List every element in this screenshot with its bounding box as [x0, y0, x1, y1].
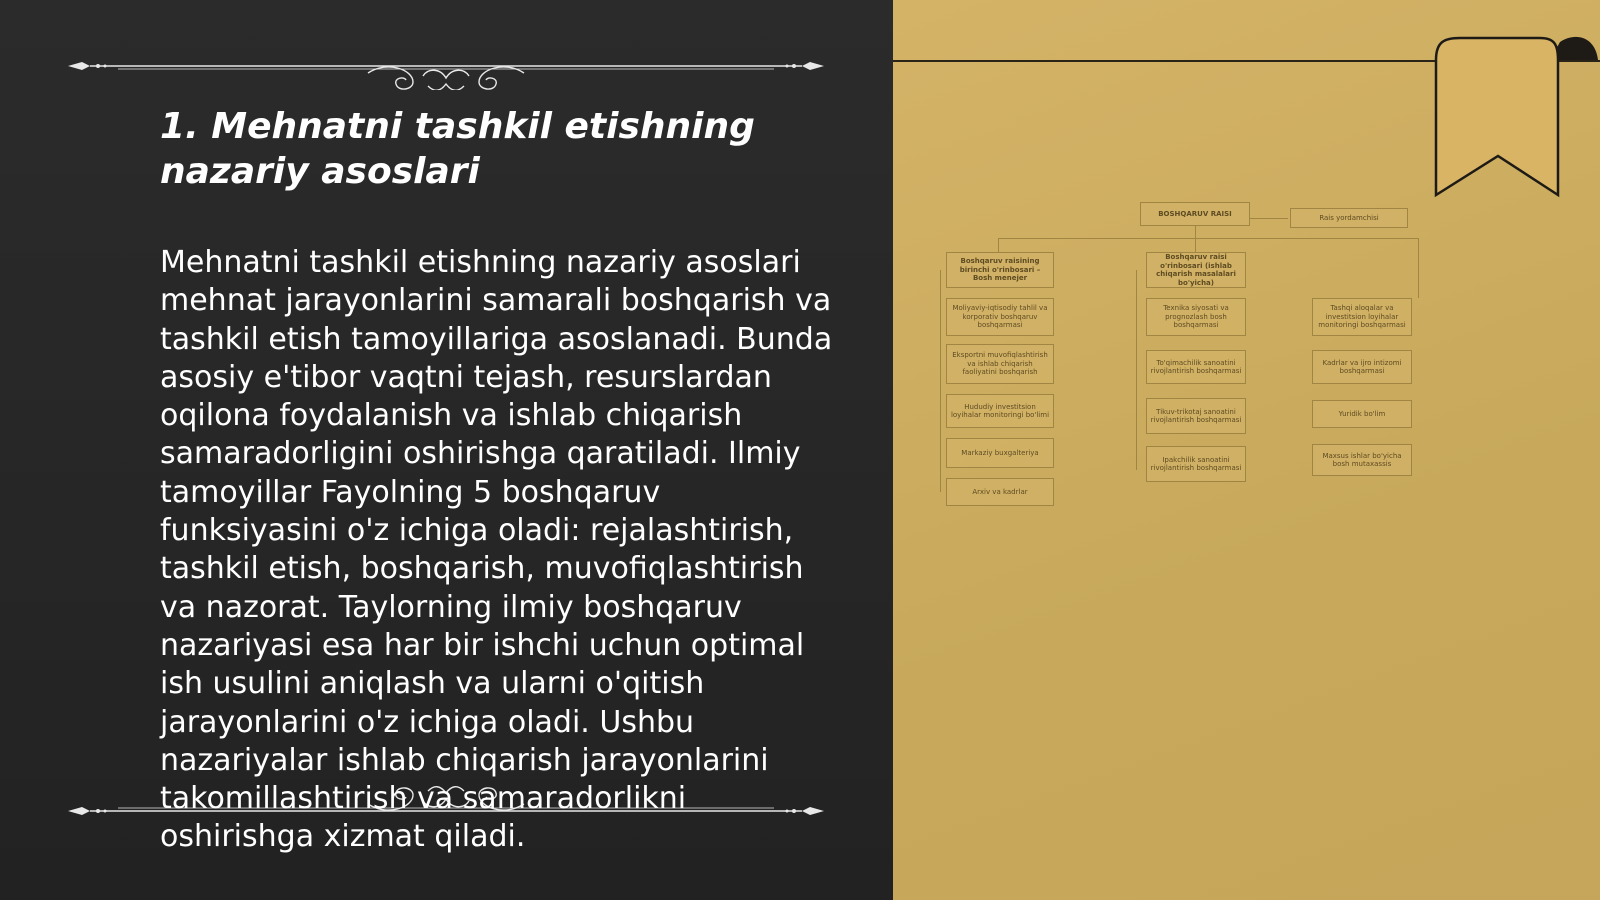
org-box-col2-1: Texnika siyosati va prognozlash bosh boshqarmasi [1146, 298, 1246, 336]
org-box-col3-3: Maxsus ishlar bo'yicha bosh mutaxassis [1312, 444, 1412, 476]
org-box-col3-2: Yuridik bo'lim [1312, 400, 1412, 428]
bookmark-ribbon-icon [1430, 30, 1600, 205]
org-box-col1-2: Eksportni muvofiqlashtirish va ishlab chiqarish faoliyatini boshqarish [946, 344, 1054, 384]
org-box-col2-4: Ipakchilik sanoatini rivojlantirish boshqarmasi [1146, 446, 1246, 482]
org-box-col1-4: Markaziy buxgalteriya [946, 438, 1054, 468]
org-box-col2-3: Tikuv-trikotaj sanoatini rivojlantirish boshqarmasi [1146, 398, 1246, 434]
org-box-col1-3: Hududiy investitsion loyihalar monitoringi bo'limi [946, 394, 1054, 428]
org-box-col1-1: Moliyaviy-iqtisodiy tahlil va korporativ boshqaruv boshqarmasi [946, 298, 1054, 336]
slide-title: 1. Mehnatni tashkil etishning nazariy asoslari [160, 106, 755, 192]
org-box-col3-0: Tashqi aloqalar va investitsion loyihalar monitoringi boshqarmasi [1312, 298, 1412, 336]
org-box-assistant: Rais yordamchisi [1290, 208, 1408, 228]
org-box-col1-0: Boshqaruv raisining birinchi o'rinbosari – Bosh menejer [946, 252, 1054, 288]
org-box-col2-0: Boshqaruv raisi o'rinbosari (ishlab chiqarish masalalari bo'yicha) [1146, 252, 1246, 288]
org-box-col1-5: Arxiv va kadrlar [946, 478, 1054, 506]
org-box-col3-1: Kadrlar va ijro intizomi boshqarmasi [1312, 350, 1412, 384]
slide-body-text: Mehnatni tashkil etishning nazariy asoslari mehnat jarayonlarini samarali boshqarish va tashkil etish tamoyillariga asoslanadi. Bunda asosiy e'tibor vaqtni tejash, resurslardan oqilona foydalanish va ishlab chiqarish samaradorligini oshirishga qaratiladi. Ilmiy tamoyillar Fayolning 5 boshqaruv funksiyasini o'z ichiga oladi: rejalashtirish, tashkil etish, boshqarish, muvofiqlashtirish va nazorat. Taylorning ilmiy boshqaruv nazariyasi esa har bir ishchi uchun optimal ish usulini aniqlash va ularni o'qitish jarayonlarini o'z ichiga oladi. Ushbu nazariyalar ishlab chiqarish jarayonlarini takomillashtirish va samaradorlikni oshirishga xizmat qiladi. [160, 245, 833, 855]
org-chart-image [940, 200, 1460, 520]
org-box-col2-2: To'qimachilik sanoatini rivojlantirish boshqarmasi [1146, 350, 1246, 384]
top-ornament-divider [68, 40, 824, 90]
org-box-top: BOSHQARUV RAISI [1140, 202, 1250, 226]
